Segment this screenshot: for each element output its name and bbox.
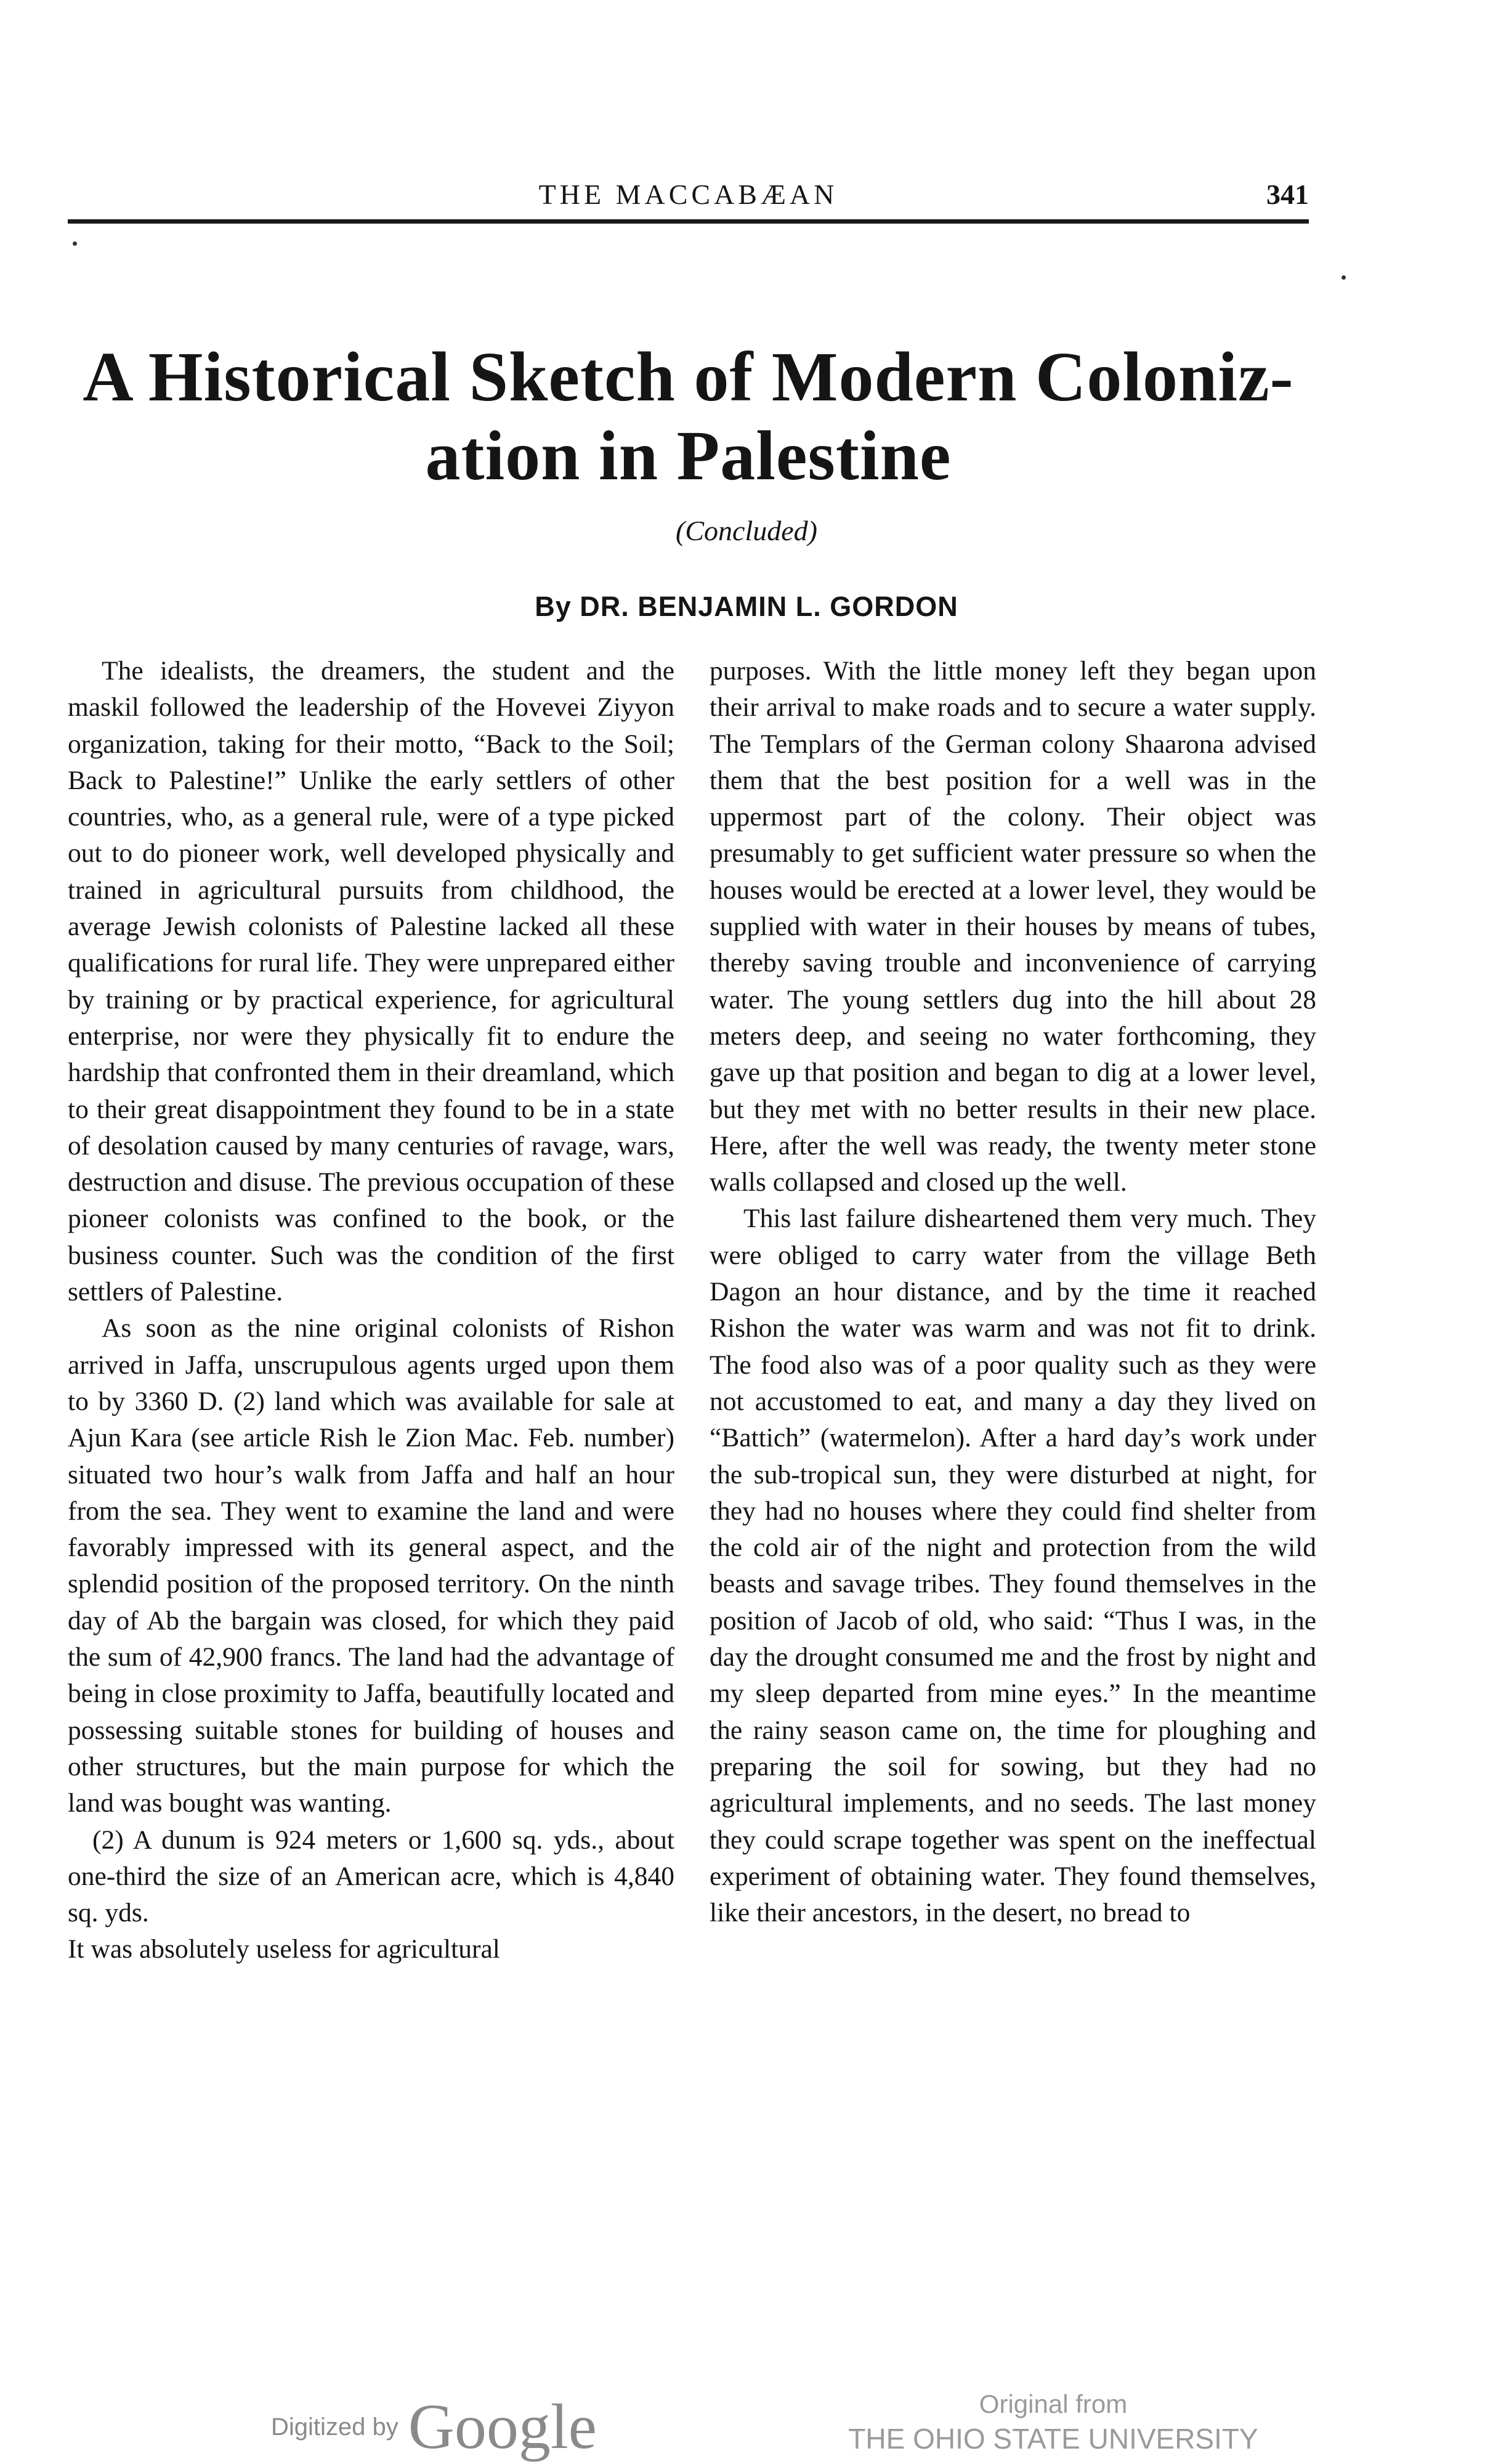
paragraph: It was absolutely useless for agricultural (68, 1934, 500, 1964)
original-from-watermark (831, 2387, 1275, 2456)
paragraph: purposes. With the little money left they began upon their arrival to make roads and to secure a water supply. The Templars of the German colony Shaarona advised them that the best position for a well was in the uppermost part of the colony. Their object was presumably to get sufficient water pressure so when the houses would be erected at a lower level, they would be supplied with water in their houses by means of tubes, thereby saving trouble and inconvenience of carrying water. The young settlers dug into the hill about 28 meters deep, and seeing no water forthcoming, they gave up that position and began to dig at a lower level, but they met with no better results in their new place. Here, after the well was ready, the twenty meter stone walls collapsed and closed up the well. (710, 656, 1316, 1198)
journal-title: THE MACCABÆAN (538, 179, 838, 210)
original-from-text: Original from (979, 2389, 1128, 2418)
right-column (710, 653, 1316, 1931)
paragraph: As soon as the nine original colonists of Rishon arrived in Jaffa, unscrupulous agents urged upon them to by 3360 D. (2) land which was available for sale at Ajun Kara (see article Rish le Zion Mac. Feb. number) situated two hour’s walk from Jaffa and half an hour from the sea. They went to examine the land and were favorably impressed with its general aspect, and the splendid position of the proposed territory. On the ninth day of Ab the bargain was closed, for which they paid the sum of 42,900 francs. The land had the advantage of being in close proximity to Jaffa, beautifully located and possessing suitable stones for building of houses and other structures, but the main purpose for which the land was bought was wanting. (68, 1313, 674, 1818)
scan-speck (1341, 275, 1346, 280)
article-subtitle: (Concluded) (676, 515, 817, 546)
footnote: (2) A dunum is 924 meters or 1,600 sq. yds., about one-third the size of an American acre, which is 4,840 sq. yds. (68, 1825, 674, 1928)
left-column (68, 653, 674, 1968)
article-title-line-2: ation in Palestine (425, 416, 952, 495)
paragraph: The idealists, the dreamers, the student and the maskil followed the leadership of the Hovevei Ziyyon organization, taking for their motto, “Back to the Soil; Back to Palestine!” Unlike the early settlers of other countries, who, as a general rule, were of a type picked out to do pioneer work, well developed physically and trained in agricultural pursuits from childhood, the average Jewish colonists of Palestine lacked all these qualifications for rural life. They were unprepared either by training or by practical experience, for agricultural enterprise, nor were they physically fit to endure the hardship that confronted them in their dreamland, which to their great disappointment they found to be in a state of desolation caused by many centuries of ravage, wars, destruction and disuse. The previous occupation of these pioneer colonists was confined to the book, or the business counter. Such was the condition of the first settlers of Palestine. (68, 656, 674, 1307)
digitized-watermark (271, 2391, 597, 2462)
header-rule (68, 219, 1309, 224)
institution-name: THE OHIO STATE UNIVERSITY (848, 2423, 1258, 2455)
article-byline: By DR. BENJAMIN L. GORDON (535, 591, 958, 622)
paragraph: This last failure disheartened them very much. They were obliged to carry water from the village Beth Dagon an hour distance, and by the time it reached Rishon the water was warm and was not fit to drink. The food also was of a poor quality such as they were not accustomed to eat, and many a day they lived on “Battich” (watermelon). After a hard day’s work under the sub-tropical sun, they were disturbed at night, for they had no houses where they could find shelter from the cold air of the night and protection from the wild beasts and savage tribes. They found themselves in the position of Jacob of old, who said: “Thus I was, in the day the drought consumed me and the frost by night and my sleep departed from mine eyes.” In the meantime the rainy season came on, the time for ploughing and preparing the soil for sowing, but they had no agricultural implements, and no seeds. The last money they could scrape together was spent on the ineffectual experiment of obtaining water. They found themselves, like their ancestors, in the desert, no bread to (710, 1204, 1316, 1928)
digitized-by-text: Digitized by (271, 2413, 399, 2441)
google-logo: Google (408, 2391, 597, 2462)
scan-speck (73, 241, 77, 246)
page-number: 341 (1266, 179, 1309, 210)
article-title-line-1: A Historical Sketch of Modern Coloniz- (83, 338, 1294, 416)
article-title (68, 338, 1309, 495)
running-head (68, 176, 1309, 213)
